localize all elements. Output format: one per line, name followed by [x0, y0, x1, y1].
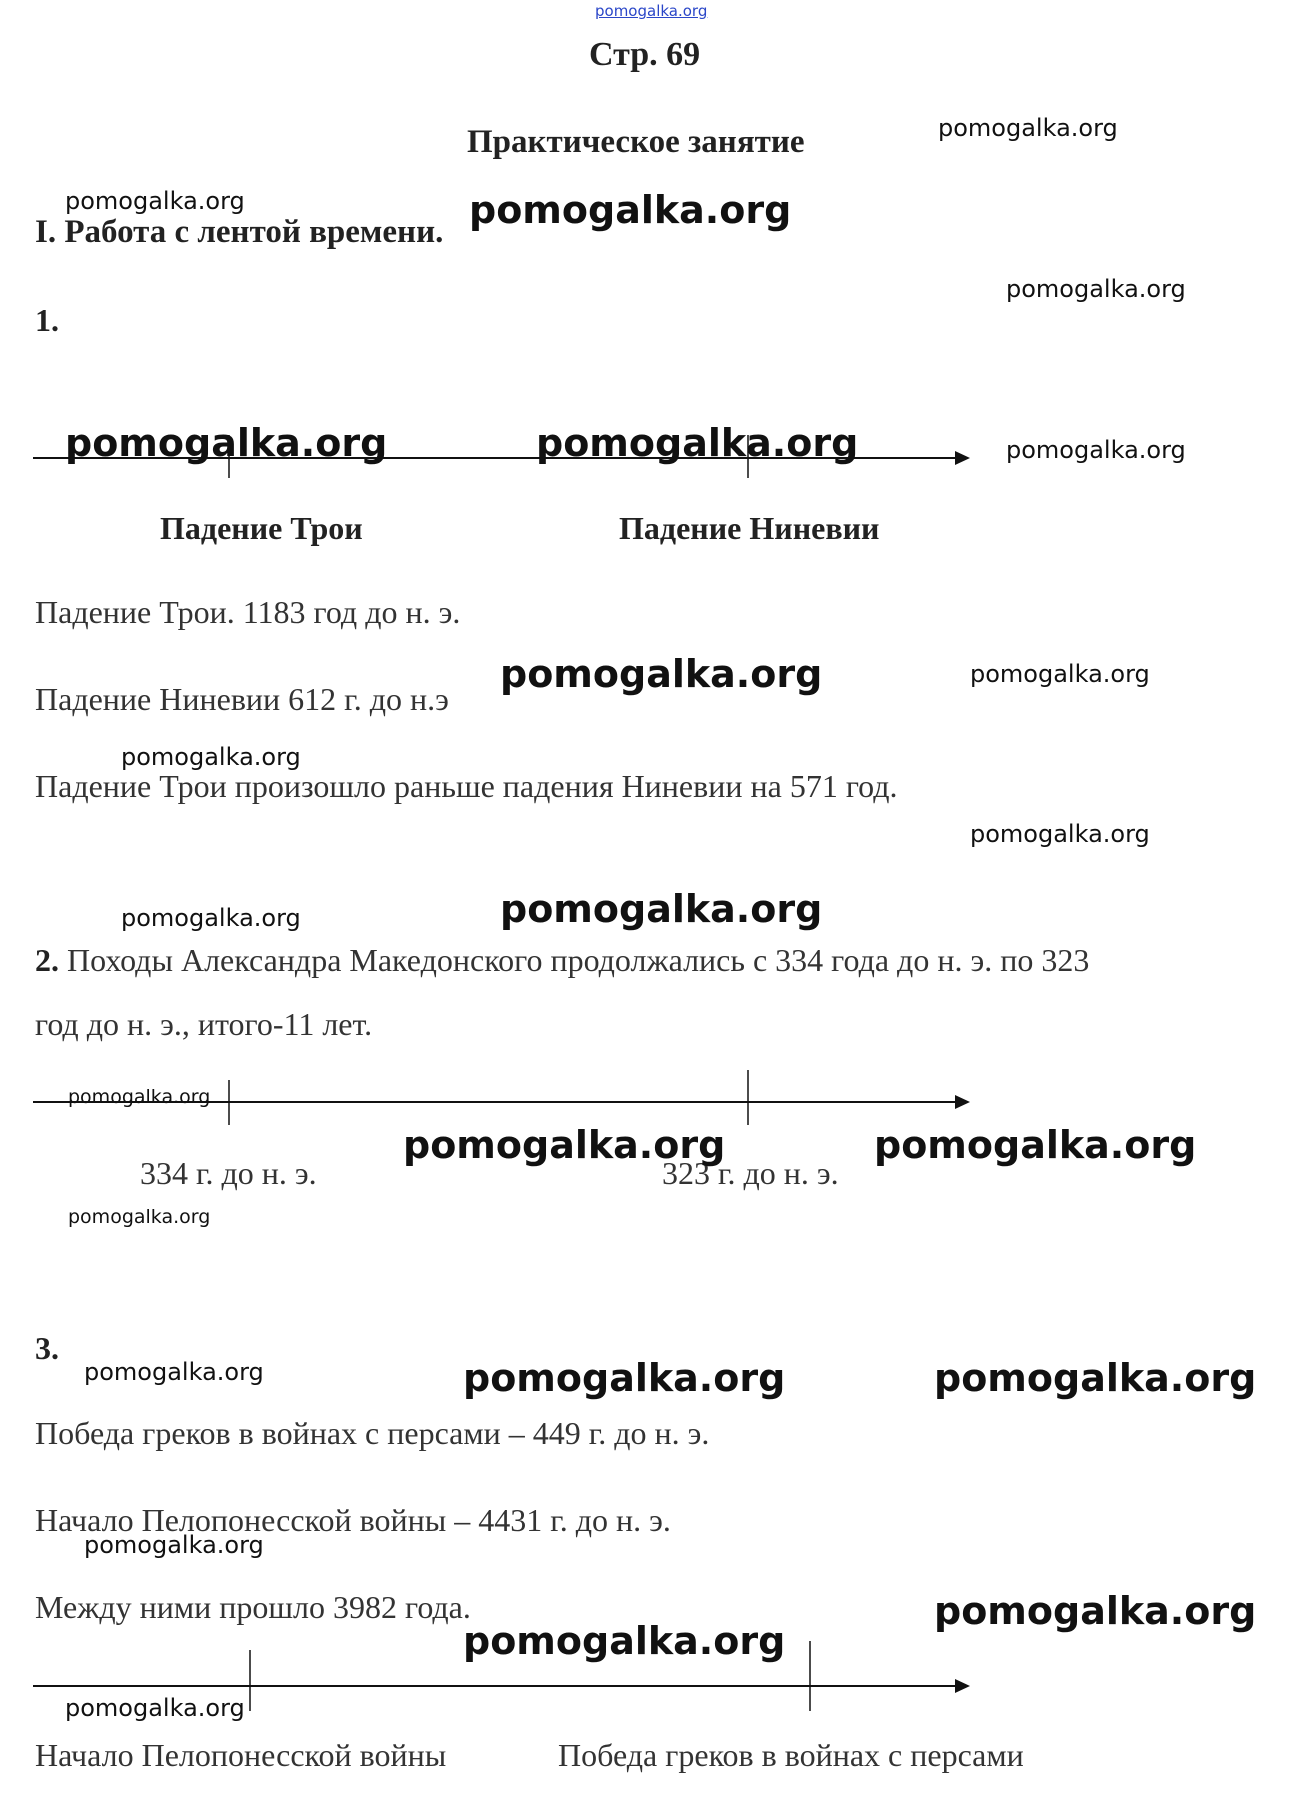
watermark: pomogalka.org — [500, 887, 823, 931]
watermark: pomogalka.org — [934, 1356, 1257, 1400]
timeline-label-greek-victory: Победа греков в войнах с персами — [558, 1737, 1024, 1773]
task3-line-1: Победа греков в войнах с персами – 449 г. до н. э. — [35, 1415, 710, 1451]
watermark: pomogalka.org — [84, 1531, 264, 1559]
watermark: pomogalka.org — [1006, 275, 1186, 303]
page-subtitle: Практическое занятие — [467, 124, 805, 160]
watermark: pomogalka.org — [84, 1358, 264, 1386]
watermark: pomogalka.org — [469, 188, 792, 232]
task1-number: 1. — [35, 302, 59, 338]
task2-text-line-1 — [35, 942, 1089, 979]
task1-line-3: Падение Трои произошло раньше падения Ниневии на 571 год. — [35, 768, 898, 804]
arrow-head-icon — [955, 1095, 970, 1109]
watermark: pomogalka.org — [121, 743, 301, 771]
arrow-head-icon — [955, 451, 970, 465]
watermark: pomogalka.org — [500, 652, 823, 696]
watermark: pomogalka.org — [536, 421, 859, 465]
timeline-label-334: 334 г. до н. э. — [140, 1155, 317, 1191]
watermark: pomogalka.org — [65, 187, 245, 215]
watermark: pomogalka.org — [65, 421, 388, 465]
watermark: pomogalka.org — [65, 1694, 245, 1722]
task2-line-2: год до н. э., итого-11 лет. — [35, 1006, 373, 1042]
task2-number: 2. — [35, 942, 59, 978]
task3-number: 3. — [35, 1330, 59, 1366]
arrow-head-icon — [955, 1679, 970, 1693]
watermark: pomogalka.org — [938, 114, 1118, 142]
watermark: pomogalka.org — [403, 1123, 726, 1167]
watermark: pomogalka.org — [934, 1589, 1257, 1633]
watermark: pomogalka.org — [874, 1123, 1197, 1167]
task2-line-1: Походы Александра Македонского продолжались с 334 года до н. э. по 323 — [67, 942, 1090, 978]
section-heading: I. Работа с лентой времени. — [35, 214, 444, 250]
task1-line-2: Падение Ниневии 612 г. до н.э — [35, 681, 449, 717]
watermark: pomogalka.org — [970, 820, 1150, 848]
timeline-label-peloponnesian: Начало Пелопонесской войны — [35, 1737, 447, 1773]
task3-line-3: Между ними прошло 3982 года. — [35, 1589, 471, 1625]
header-watermark-link[interactable]: pomogalka.org — [595, 2, 708, 20]
watermark: pomogalka.org — [463, 1619, 786, 1663]
timeline-label-troy: Падение Трои — [160, 510, 363, 546]
timeline-label-nineveh: Падение Ниневии — [619, 510, 880, 546]
watermark: pomogalka.org — [970, 660, 1150, 688]
watermark: pomogalka.org — [463, 1356, 786, 1400]
timeline-label-323: 323 г. до н. э. — [662, 1155, 839, 1191]
watermark: pomogalka.org — [68, 1086, 211, 1108]
task3-line-2: Начало Пелопонесской войны – 4431 г. до н. э. — [35, 1502, 671, 1538]
watermark: pomogalka.org — [68, 1206, 211, 1228]
task1-line-1: Падение Трои. 1183 год до н. э. — [35, 594, 461, 630]
watermark: pomogalka.org — [121, 904, 301, 932]
page-title: Стр. 69 — [589, 36, 701, 73]
watermark: pomogalka.org — [1006, 436, 1186, 464]
